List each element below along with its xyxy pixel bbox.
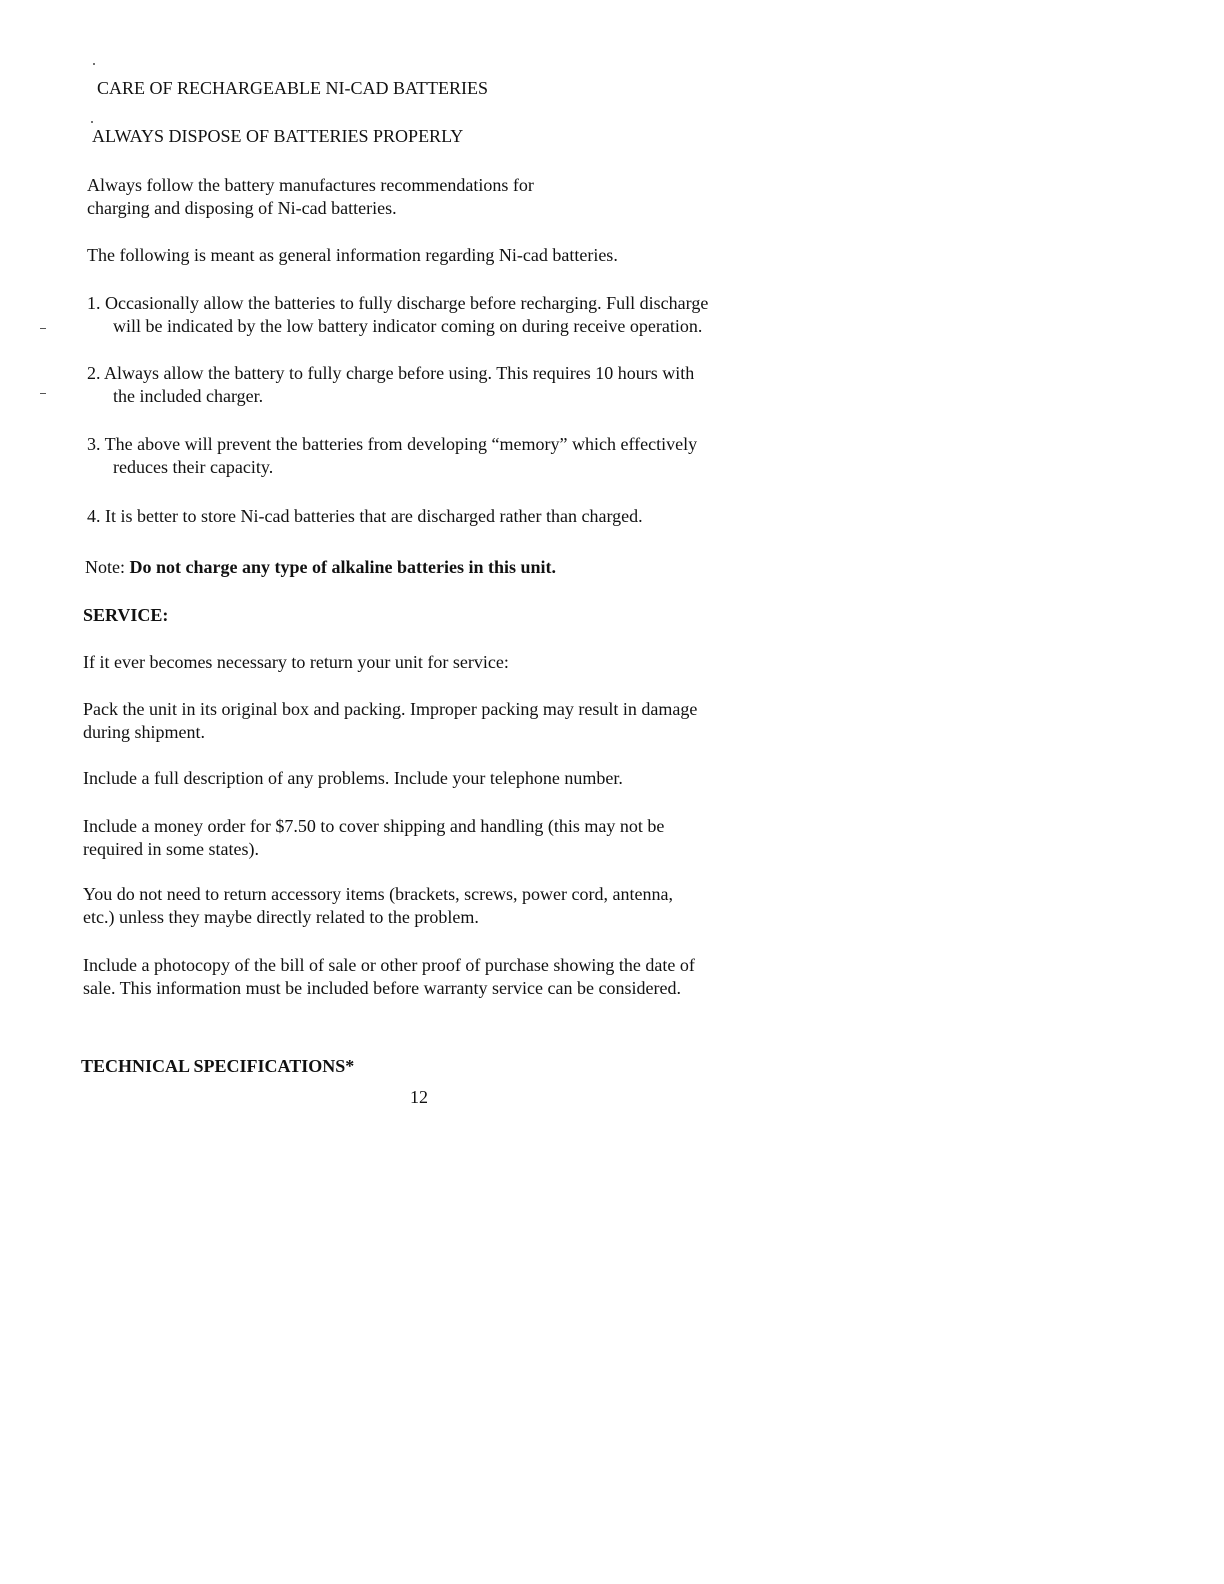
- dispose-heading: ALWAYS DISPOSE OF BATTERIES PROPERLY: [92, 126, 464, 146]
- general-info-paragraph: The following is meant as general information regarding Ni-cad batteries.: [87, 245, 618, 265]
- service-line: Include a money order for $7.50 to cover shipping and handling (this may not be: [83, 816, 665, 836]
- list-item-line: 4. It is better to store Ni-cad batteries that are discharged rather than charged.: [87, 506, 643, 526]
- service-line: required in some states).: [83, 839, 259, 859]
- scan-speck: [93, 63, 95, 65]
- intro-line: Always follow the battery manufactures recommendations for: [87, 175, 534, 195]
- service-line: Include a photocopy of the bill of sale or other proof of purchase showing the date of: [83, 955, 695, 975]
- scan-mark: [40, 328, 46, 329]
- service-heading: SERVICE:: [83, 605, 169, 625]
- service-line: Pack the unit in its original box and packing. Improper packing may result in damage: [83, 699, 698, 719]
- list-item-line: reduces their capacity.: [113, 457, 274, 477]
- note-label: Note:: [85, 557, 125, 577]
- service-line: You do not need to return accessory items (brackets, screws, power cord, antenna,: [83, 884, 673, 904]
- scan-mark: [40, 393, 46, 394]
- service-line: etc.) unless they maybe directly related to the problem.: [83, 907, 479, 927]
- list-item-line: 1. Occasionally allow the batteries to fully discharge before recharging. Full discharge: [87, 293, 709, 313]
- list-item-2: [87, 362, 694, 408]
- list-item-3: [87, 433, 697, 479]
- list-item-line: will be indicated by the low battery indicator coming on during receive operation.: [113, 316, 703, 336]
- service-paragraph: [83, 815, 664, 861]
- care-heading: CARE OF RECHARGEABLE NI-CAD BATTERIES: [97, 78, 489, 98]
- note-paragraph: [85, 556, 556, 579]
- scan-speck: [91, 121, 93, 123]
- tech-specs-heading: TECHNICAL SPECIFICATIONS*: [81, 1056, 355, 1076]
- list-item-1: [87, 292, 708, 338]
- page-number: 12: [410, 1087, 428, 1107]
- service-line: If it ever becomes necessary to return your unit for service:: [83, 652, 509, 672]
- service-paragraph: [83, 954, 695, 1000]
- list-item-line: the included charger.: [113, 386, 264, 406]
- service-line: sale. This information must be included before warranty service can be considered.: [83, 978, 681, 998]
- service-line: Include a full description of any problems. Include your telephone number.: [83, 768, 623, 788]
- service-paragraph: [83, 767, 623, 790]
- list-item-line: 3. The above will prevent the batteries from developing “memory” which effectively: [87, 434, 698, 454]
- intro-paragraph: [87, 174, 534, 220]
- list-item-4: [87, 505, 643, 528]
- intro-line: charging and disposing of Ni-cad batteries.: [87, 198, 397, 218]
- service-paragraph: [83, 698, 697, 744]
- service-paragraph: [83, 651, 509, 674]
- note-text: Do not charge any type of alkaline batteries in this unit.: [129, 557, 557, 577]
- list-item-line: 2. Always allow the battery to fully charge before using. This requires 10 hours with: [87, 363, 695, 383]
- service-line: during shipment.: [83, 722, 205, 742]
- service-paragraph: [83, 883, 673, 929]
